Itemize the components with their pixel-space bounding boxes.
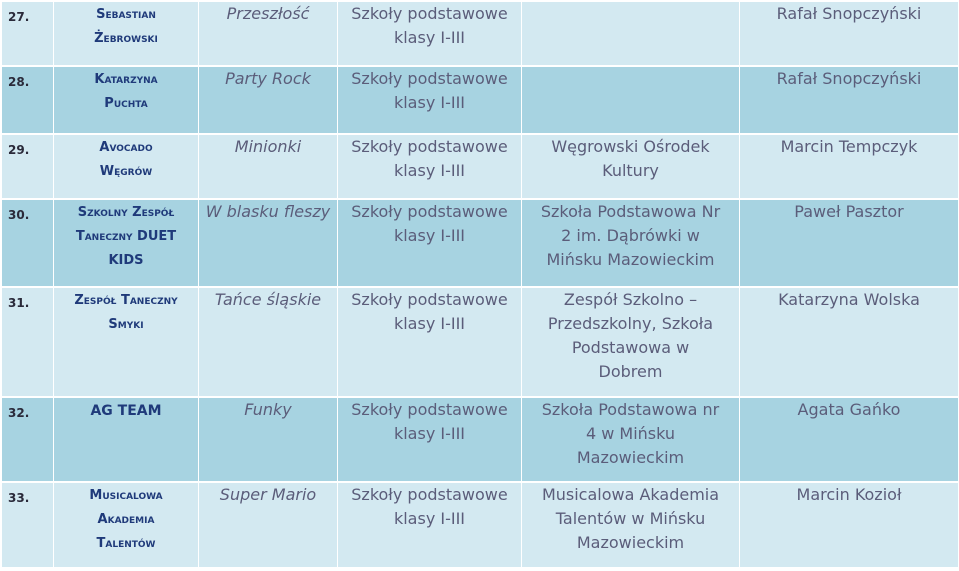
- participant-name: Katarzyna Puchta: [54, 66, 199, 134]
- category: Szkoły podstawowe klasy I-III: [338, 1, 522, 66]
- row-number: 28.: [2, 66, 54, 134]
- institution: Węgrowski Ośrodek Kultury: [522, 134, 740, 199]
- participants-table: [1, 0, 959, 569]
- participant-name: Musicalowa Akademia Talentów: [54, 482, 199, 568]
- teacher: Rafał Snopczyński: [740, 1, 959, 66]
- table-row: [2, 397, 959, 482]
- performance-title: Tańce śląskie: [199, 287, 338, 397]
- row-number: 30.: [2, 199, 54, 287]
- performance-title: Funky: [199, 397, 338, 482]
- category: Szkoły podstawowe klasy I-III: [338, 287, 522, 397]
- row-number: 32.: [2, 397, 54, 482]
- row-number: 33.: [2, 482, 54, 568]
- teacher: Katarzyna Wolska: [740, 287, 959, 397]
- table-row: [2, 199, 959, 287]
- table-row: [2, 287, 959, 397]
- performance-title: Minionki: [199, 134, 338, 199]
- category: Szkoły podstawowe klasy I-III: [338, 199, 522, 287]
- table-row: [2, 134, 959, 199]
- performance-title: Przeszłość: [199, 1, 338, 66]
- row-number: 29.: [2, 134, 54, 199]
- category: Szkoły podstawowe klasy I-III: [338, 397, 522, 482]
- institution: [522, 66, 740, 134]
- teacher: Rafał Snopczyński: [740, 66, 959, 134]
- institution: Szkoła Podstawowa nr 4 w Mińsku Mazowieckim: [522, 397, 740, 482]
- institution: [522, 1, 740, 66]
- teacher: Paweł Pasztor: [740, 199, 959, 287]
- participant-name: Szkolny Zespół Taneczny DUET KIDS: [54, 199, 199, 287]
- category: Szkoły podstawowe klasy I-III: [338, 66, 522, 134]
- table-row: [2, 66, 959, 134]
- participant-name: Avocado Węgrów: [54, 134, 199, 199]
- teacher: Marcin Kozioł: [740, 482, 959, 568]
- institution: Zespół Szkolno – Przedszkolny, Szkoła Podstawowa w Dobrem: [522, 287, 740, 397]
- category: Szkoły podstawowe klasy I-III: [338, 134, 522, 199]
- participant-name: Sebastian Żebrowski: [54, 1, 199, 66]
- table-row: [2, 482, 959, 568]
- institution: Musicalowa Akademia Talentów w Mińsku Mazowieckim: [522, 482, 740, 568]
- participant-name: AG TEAM: [54, 397, 199, 482]
- performance-title: W blasku fleszy: [199, 199, 338, 287]
- institution: Szkoła Podstawowa Nr 2 im. Dąbrówki w Mińsku Mazowieckim: [522, 199, 740, 287]
- participant-name: Zespół Taneczny Smyki: [54, 287, 199, 397]
- row-number: 27.: [2, 1, 54, 66]
- teacher: Marcin Tempczyk: [740, 134, 959, 199]
- performance-title: Super Mario: [199, 482, 338, 568]
- performance-title: Party Rock: [199, 66, 338, 134]
- category: Szkoły podstawowe klasy I-III: [338, 482, 522, 568]
- teacher: Agata Gańko: [740, 397, 959, 482]
- table-row: [2, 1, 959, 66]
- row-number: 31.: [2, 287, 54, 397]
